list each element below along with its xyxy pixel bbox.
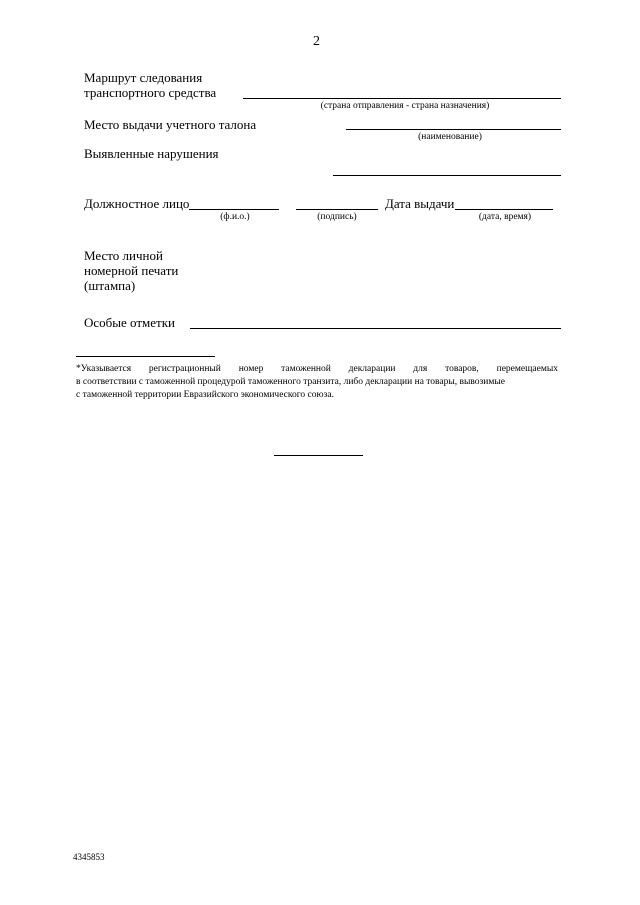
route-label-line-1: Маршрут следования: [84, 70, 203, 85]
place-of-issue-field-line[interactable]: [346, 129, 561, 130]
footnote-line-2: в соответствии с таможенной процедурой таможенного транзита, либо декларации на товары, вывозимые: [76, 377, 506, 387]
route-field-line[interactable]: [243, 98, 561, 99]
official-label: Должностное лицо: [84, 196, 190, 211]
end-of-document-line: [274, 455, 363, 456]
violations-label: Выявленные нарушения: [84, 146, 219, 161]
signature-caption: (подпись): [317, 212, 357, 222]
fio-caption: (ф.и.о.): [220, 212, 250, 222]
special-marks-label: Особые отметки: [84, 315, 175, 330]
stamp-label-line-1: Место личной: [84, 248, 163, 263]
footnote-line-1: *Указывается регистрационный номер таможенной декларации для товаров, перемещаемых: [76, 364, 558, 374]
document-id: 4345853: [73, 852, 105, 862]
place-of-issue-label: Место выдачи учетного талона: [84, 117, 257, 132]
issue-date-label: Дата выдачи: [385, 196, 455, 211]
place-of-issue-caption: (наименование): [418, 132, 482, 142]
official-fio-field-line[interactable]: [189, 209, 279, 210]
issue-date-field-line[interactable]: [455, 209, 553, 210]
stamp-label-line-2: номерной печати: [84, 263, 179, 278]
route-label-line-2: транспортного средства: [84, 85, 217, 100]
route-caption: (страна отправления - страна назначения): [320, 101, 490, 111]
signature-field-line[interactable]: [296, 209, 378, 210]
issue-date-caption: (дата, время): [478, 212, 532, 222]
violations-field-line[interactable]: [333, 175, 561, 176]
page-number: 2: [313, 34, 320, 49]
footnote: [76, 363, 558, 402]
stamp-label-line-3: (штампа): [84, 278, 136, 293]
footnote-separator: [76, 356, 215, 357]
footnote-line-3: с таможенной территории Евразийского экономического союза.: [76, 390, 334, 400]
special-marks-field-line[interactable]: [190, 328, 561, 329]
